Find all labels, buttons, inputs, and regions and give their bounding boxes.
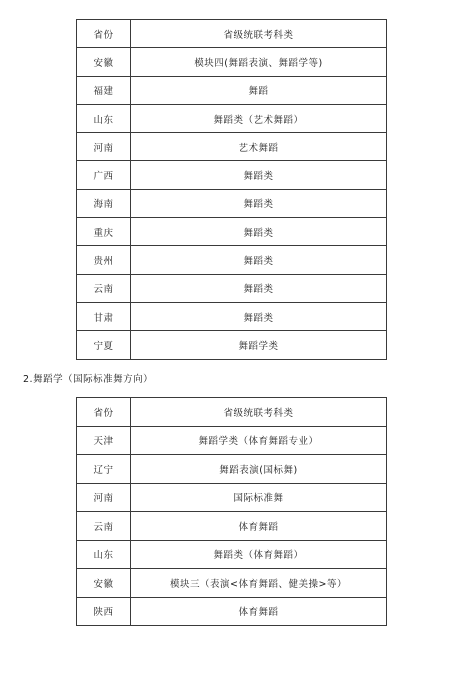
category-cell: 模块四(舞蹈表演、舞蹈学等) bbox=[131, 48, 387, 76]
category-cell: 体育舞蹈 bbox=[131, 597, 387, 626]
header-exam-category: 省级统联考科类 bbox=[131, 20, 387, 48]
province-cell: 广西 bbox=[77, 161, 131, 189]
table-row bbox=[77, 426, 387, 455]
province-cell: 海南 bbox=[77, 189, 131, 217]
province-cell: 福建 bbox=[77, 76, 131, 104]
category-cell: 国际标准舞 bbox=[131, 483, 387, 512]
category-cell: 舞蹈类 bbox=[131, 246, 387, 274]
section-caption: 2.舞蹈学（国际标准舞方向） bbox=[23, 374, 154, 385]
province-cell: 辽宁 bbox=[77, 455, 131, 484]
table-row bbox=[77, 133, 387, 161]
category-cell: 舞蹈 bbox=[131, 76, 387, 104]
province-cell: 天津 bbox=[77, 426, 131, 455]
province-cell: 山东 bbox=[77, 540, 131, 569]
table-row bbox=[77, 161, 387, 189]
table-row bbox=[77, 512, 387, 541]
category-cell: 舞蹈类 bbox=[131, 274, 387, 302]
province-cell: 云南 bbox=[77, 274, 131, 302]
table-row bbox=[77, 48, 387, 76]
category-cell: 舞蹈类 bbox=[131, 302, 387, 330]
table-row bbox=[77, 540, 387, 569]
header-province: 省份 bbox=[77, 20, 131, 48]
table-row bbox=[77, 218, 387, 246]
category-cell: 舞蹈类 bbox=[131, 161, 387, 189]
category-cell: 体育舞蹈 bbox=[131, 512, 387, 541]
province-cell: 甘肃 bbox=[77, 302, 131, 330]
category-cell: 舞蹈学类 bbox=[131, 331, 387, 359]
category-cell: 舞蹈学类（体育舞蹈专业） bbox=[131, 426, 387, 455]
art-exam-table-dance bbox=[76, 19, 387, 360]
province-cell: 云南 bbox=[77, 512, 131, 541]
table-row bbox=[77, 569, 387, 598]
art-exam-table-ballroom bbox=[76, 397, 387, 626]
category-cell: 舞蹈类 bbox=[131, 189, 387, 217]
header-province: 省份 bbox=[77, 398, 131, 427]
table-header-row bbox=[77, 20, 387, 48]
table-row bbox=[77, 189, 387, 217]
category-cell: 艺术舞蹈 bbox=[131, 133, 387, 161]
table-row bbox=[77, 597, 387, 626]
table-header-row bbox=[77, 398, 387, 427]
header-exam-category: 省级统联考科类 bbox=[131, 398, 387, 427]
province-cell: 贵州 bbox=[77, 246, 131, 274]
category-cell: 舞蹈类 bbox=[131, 218, 387, 246]
province-cell: 安徽 bbox=[77, 48, 131, 76]
table-row bbox=[77, 483, 387, 512]
category-cell: 舞蹈类（体育舞蹈） bbox=[131, 540, 387, 569]
category-cell: 模块三（表演<体育舞蹈、健美操>等） bbox=[131, 569, 387, 598]
table-row bbox=[77, 455, 387, 484]
province-cell: 重庆 bbox=[77, 218, 131, 246]
table-row bbox=[77, 274, 387, 302]
province-cell: 山东 bbox=[77, 104, 131, 132]
table-row bbox=[77, 246, 387, 274]
table-row bbox=[77, 76, 387, 104]
province-cell: 陕西 bbox=[77, 597, 131, 626]
table-row bbox=[77, 331, 387, 359]
province-cell: 河南 bbox=[77, 133, 131, 161]
province-cell: 宁夏 bbox=[77, 331, 131, 359]
table-row bbox=[77, 302, 387, 330]
table-row bbox=[77, 104, 387, 132]
category-cell: 舞蹈类（艺术舞蹈） bbox=[131, 104, 387, 132]
province-cell: 安徽 bbox=[77, 569, 131, 598]
province-cell: 河南 bbox=[77, 483, 131, 512]
category-cell: 舞蹈表演(国标舞) bbox=[131, 455, 387, 484]
